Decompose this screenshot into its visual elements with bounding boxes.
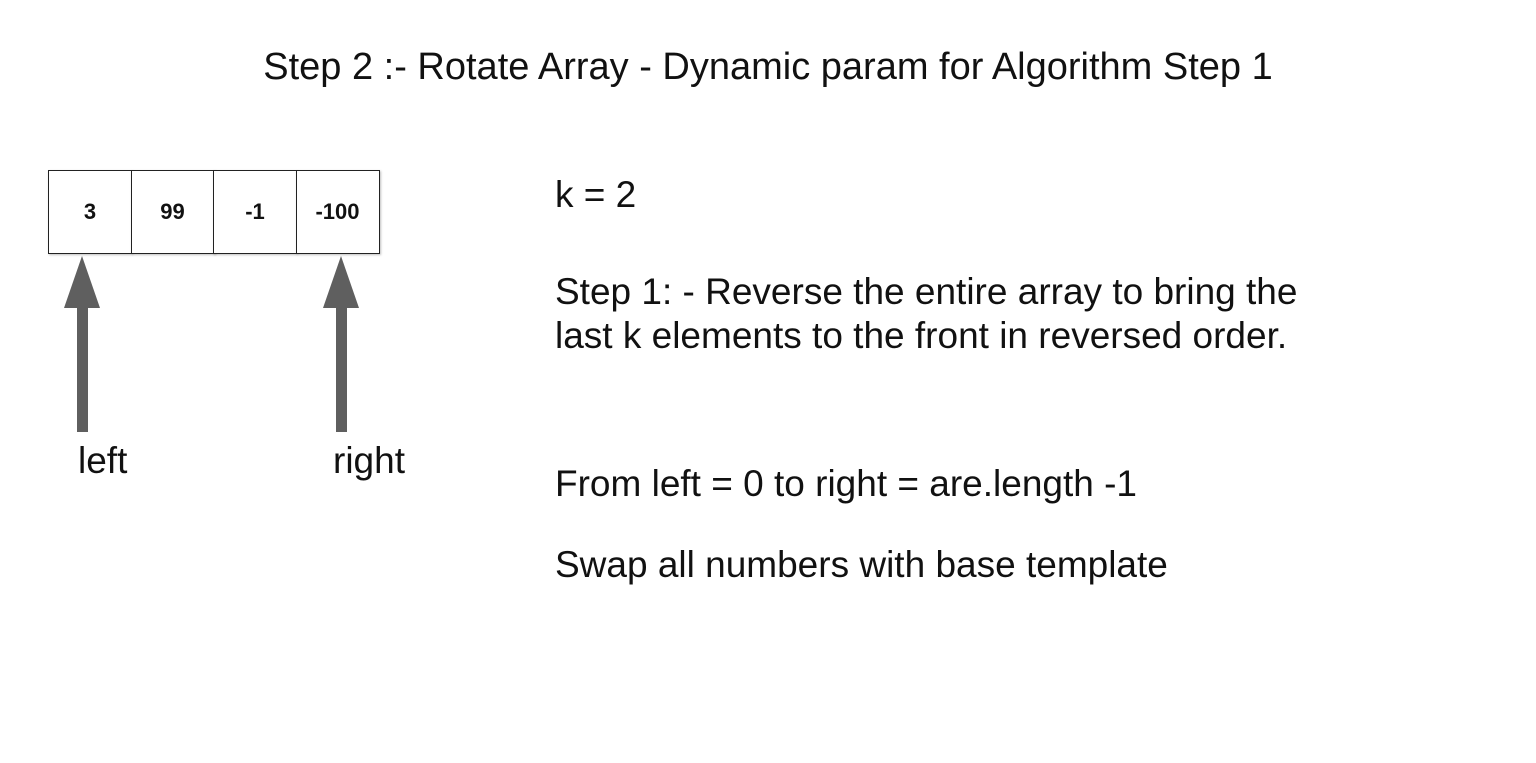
right-pointer-label: right xyxy=(333,440,405,481)
array-cell: 3 xyxy=(48,170,132,254)
array-cell: -100 xyxy=(296,170,380,254)
step-description-line-2: last k elements to the front in reversed order. xyxy=(555,315,1288,356)
swap-description: Swap all numbers with base template xyxy=(555,544,1168,585)
slide-title: Step 2 :- Rotate Array - Dynamic param for Algorithm Step 1 xyxy=(263,46,1273,88)
k-value-text: k = 2 xyxy=(555,174,637,215)
range-description: From left = 0 to right = are.length -1 xyxy=(555,463,1138,504)
left-arrow-icon xyxy=(64,256,100,432)
right-arrow-icon xyxy=(323,256,359,432)
left-pointer-label: left xyxy=(78,440,128,481)
array-cell: -1 xyxy=(213,170,297,254)
array-diagram xyxy=(48,170,380,254)
array-cell: 99 xyxy=(131,170,215,254)
step-description-line-1: Step 1: - Reverse the entire array to bring the xyxy=(555,271,1298,312)
step-description xyxy=(555,270,1455,358)
